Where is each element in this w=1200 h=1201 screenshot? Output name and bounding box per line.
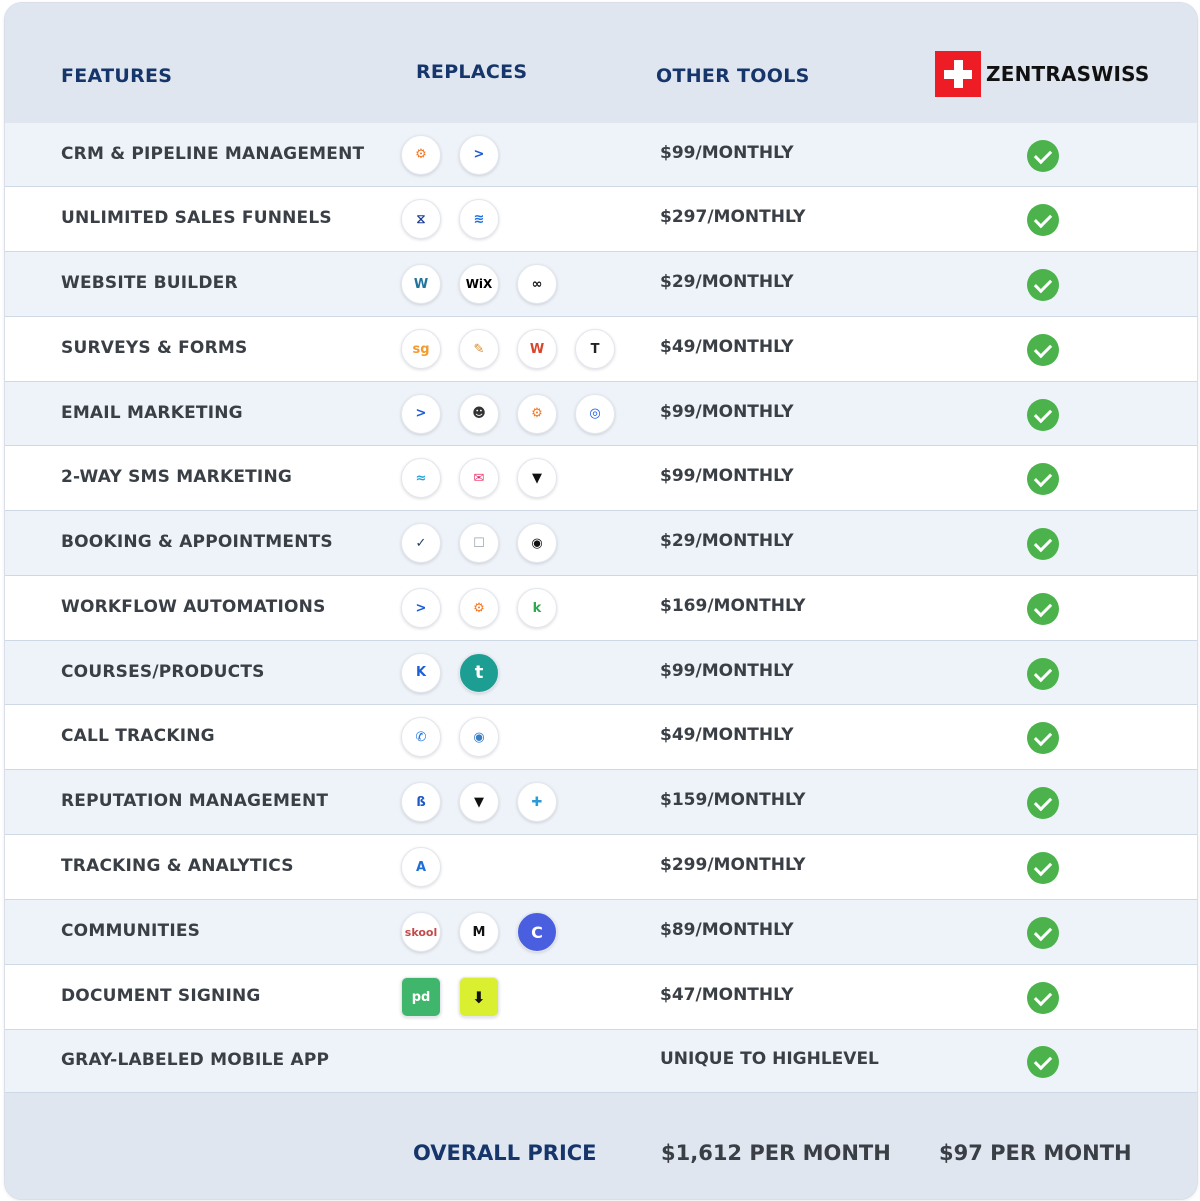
feature-name: COURSES/PRODUCTS <box>61 661 265 682</box>
signnow-download-icon: ⬇ <box>459 977 499 1017</box>
teachable-icon: t <box>459 653 499 693</box>
brand-total: $97 PER MONTH <box>939 1141 1132 1165</box>
other-tools-price: $29/MONTHLY <box>660 531 794 551</box>
table-row <box>5 446 1197 511</box>
typeform-pencil-icon: ✎ <box>459 329 499 369</box>
hubspot-icon: ⚙ <box>459 588 499 628</box>
typeform-icon: T <box>575 329 615 369</box>
replaced-tools <box>401 977 517 1017</box>
brand-name: ZENTRASWISS <box>986 62 1150 86</box>
hubspot-icon: ⚙ <box>517 394 557 434</box>
table-row <box>5 900 1197 965</box>
other-tools-price: $169/MONTHLY <box>660 596 806 616</box>
feature-name: REPUTATION MANAGEMENT <box>61 791 329 811</box>
included-check-icon <box>1027 917 1059 949</box>
activecampaign-icon: > <box>401 588 441 628</box>
feature-name: GRAY-LABELED MOBILE APP <box>61 1050 330 1070</box>
calendar-icon: ☐ <box>459 523 499 563</box>
podium-icon: ▼ <box>459 782 499 822</box>
replaced-tools <box>401 329 633 369</box>
table-row <box>5 770 1197 835</box>
feature-name: BOOKING & APPOINTMENTS <box>61 532 333 552</box>
circle-icon: C <box>517 912 557 952</box>
acuity-icon: ◉ <box>517 523 557 563</box>
table-row <box>5 835 1197 900</box>
included-check-icon <box>1027 204 1059 236</box>
birdeye-icon: ß <box>401 782 441 822</box>
included-check-icon <box>1027 982 1059 1014</box>
table-row <box>5 1030 1197 1093</box>
clickfunnels-icon: ⧖ <box>401 199 441 239</box>
skool-icon: skool <box>401 912 441 952</box>
features-column-heading: FEATURES <box>61 65 173 87</box>
feature-name: EMAIL MARKETING <box>61 402 243 423</box>
replaced-tools <box>401 717 517 757</box>
table-header <box>5 3 1197 123</box>
replaced-tools <box>401 135 517 175</box>
other-tools-price: $159/MONTHLY <box>660 790 806 810</box>
feature-name: TRACKING & ANALYTICS <box>61 856 294 876</box>
feature-name: COMMUNITIES <box>61 921 201 941</box>
calendly-check-icon: ✓ <box>401 523 441 563</box>
replaced-tools <box>401 523 575 563</box>
table-row <box>5 187 1197 252</box>
included-check-icon <box>1027 593 1059 625</box>
comparison-table <box>4 2 1198 1200</box>
grade-us-icon: ✚ <box>517 782 557 822</box>
table-row <box>5 511 1197 576</box>
callrail-icon: ✆ <box>401 717 441 757</box>
included-check-icon <box>1027 658 1059 690</box>
hubspot-icon: ⚙ <box>401 135 441 175</box>
table-row <box>5 965 1197 1030</box>
table-row <box>5 382 1197 446</box>
other-tools-price: $297/MONTHLY <box>660 207 806 227</box>
feature-name: SURVEYS & FORMS <box>61 338 248 358</box>
other-tools-price: $299/MONTHLY <box>660 855 806 875</box>
other-tools-price: $99/MONTHLY <box>660 660 794 681</box>
included-check-icon <box>1027 334 1059 366</box>
other-tools-price: $99/MONTHLY <box>660 466 794 486</box>
mailchimp-icon: ☻ <box>459 394 499 434</box>
included-check-icon <box>1027 269 1059 301</box>
overall-price-label: OVERALL PRICE <box>413 1141 597 1165</box>
replaced-tools <box>401 912 575 952</box>
included-check-icon <box>1027 722 1059 754</box>
replaced-tools <box>401 847 459 887</box>
sms-envelope-icon: ✉ <box>459 458 499 498</box>
table-row <box>5 123 1197 187</box>
included-check-icon <box>1027 1046 1059 1078</box>
included-check-icon <box>1027 463 1059 495</box>
replaced-tools <box>401 458 575 498</box>
other-tools-price: UNIQUE TO HIGHLEVEL <box>660 1049 879 1069</box>
other-tools-column-heading: OTHER TOOLS <box>656 65 810 87</box>
included-check-icon <box>1027 528 1059 560</box>
included-check-icon <box>1027 140 1059 172</box>
feature-name: WORKFLOW AUTOMATIONS <box>61 597 326 617</box>
replaced-tools <box>401 394 633 434</box>
included-check-icon <box>1027 787 1059 819</box>
feature-name: DOCUMENT SIGNING <box>61 986 261 1006</box>
other-tools-price: $29/MONTHLY <box>660 272 794 292</box>
other-tools-price: $47/MONTHLY <box>660 985 794 1005</box>
replaced-tools <box>401 199 517 239</box>
activecampaign-icon: > <box>459 135 499 175</box>
other-tools-price: $99/MONTHLY <box>660 142 794 163</box>
pandadoc-icon: pd <box>401 977 441 1017</box>
feature-rows <box>5 123 1197 1093</box>
feature-name: WEBSITE BUILDER <box>61 273 238 293</box>
included-check-icon <box>1027 399 1059 431</box>
wordpress-icon: W <box>401 264 441 304</box>
table-row <box>5 641 1197 705</box>
table-row <box>5 576 1197 641</box>
podium-icon: ▼ <box>517 458 557 498</box>
calltrackingmetrics-icon: ◉ <box>459 717 499 757</box>
replaced-tools <box>401 588 575 628</box>
table-footer <box>5 1093 1197 1199</box>
swiss-flag-icon <box>935 51 981 97</box>
other-tools-price: $89/MONTHLY <box>660 920 794 940</box>
activecampaign-icon: > <box>401 394 441 434</box>
other-tools-total: $1,612 PER MONTH <box>661 1141 891 1165</box>
textmagic-icon: ≈ <box>401 458 441 498</box>
kajabi-icon: K <box>401 653 441 693</box>
replaces-column-heading: REPLACES <box>416 61 528 83</box>
table-row <box>5 317 1197 382</box>
wufoo-icon: W <box>517 329 557 369</box>
replaced-tools <box>401 264 575 304</box>
constant-contact-icon: ◎ <box>575 394 615 434</box>
leadpages-icon: ≋ <box>459 199 499 239</box>
feature-name: 2-WAY SMS MARKETING <box>61 467 293 487</box>
mighty-networks-icon: M <box>459 912 499 952</box>
other-tools-price: $99/MONTHLY <box>660 401 794 422</box>
keap-icon: k <box>517 588 557 628</box>
table-row <box>5 705 1197 770</box>
wix-icon: WiX <box>459 264 499 304</box>
feature-name: CRM & PIPELINE MANAGEMENT <box>61 143 365 164</box>
included-check-icon <box>1027 852 1059 884</box>
other-tools-price: $49/MONTHLY <box>660 725 794 745</box>
surveygizmo-icon: sg <box>401 329 441 369</box>
feature-name: CALL TRACKING <box>61 726 215 746</box>
replaced-tools <box>401 782 575 822</box>
replaced-tools <box>401 653 517 693</box>
brand-column-heading <box>935 51 1149 97</box>
feature-name: UNLIMITED SALES FUNNELS <box>61 208 332 228</box>
analytics-icon: A <box>401 847 441 887</box>
table-row <box>5 252 1197 317</box>
other-tools-price: $49/MONTHLY <box>660 337 794 357</box>
squarespace-icon: ∞ <box>517 264 557 304</box>
